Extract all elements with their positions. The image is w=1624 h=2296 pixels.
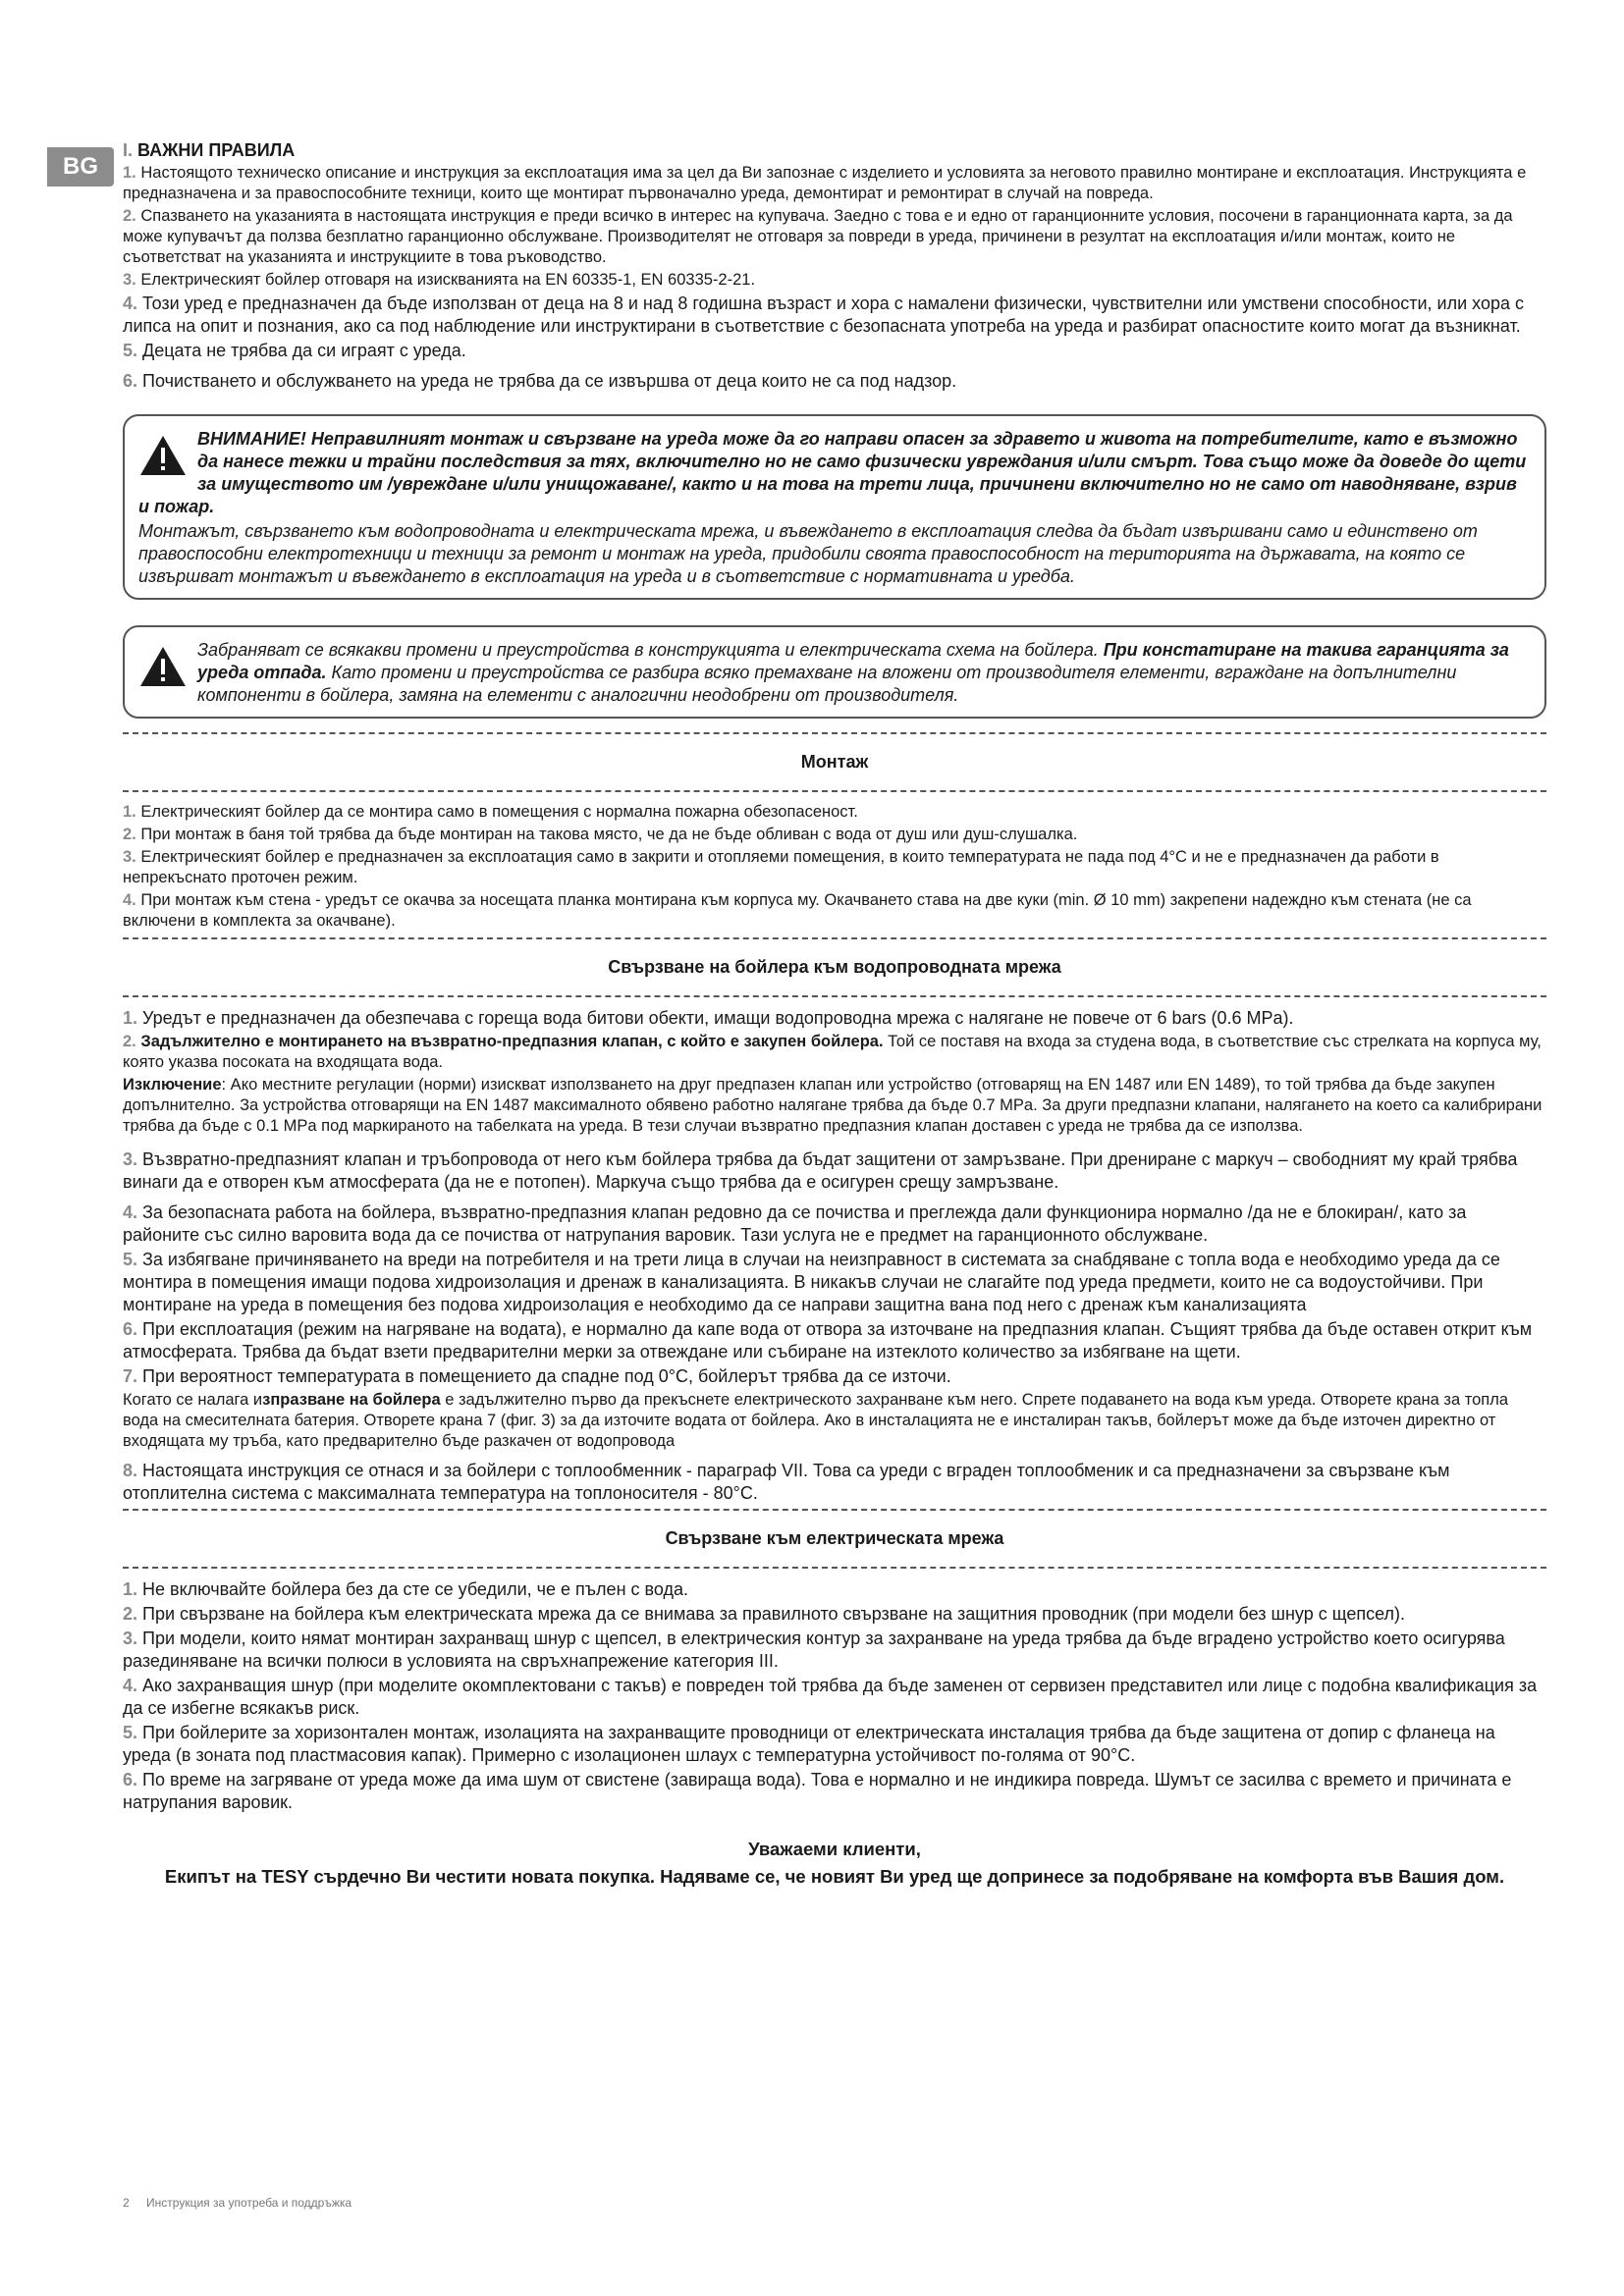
- item-number: 7.: [123, 1366, 138, 1386]
- section-title-text: ВАЖНИ ПРАВИЛА: [137, 140, 296, 160]
- item-text: Електрическият бойлер е предназначен за експлоатация само в закрити и отопляеми помещения, в които температурата не пада под 4°C и не е предназначен да работи в непрекъснато проточен режим.: [123, 848, 1439, 886]
- item-text: При модели, които нямат монтиран захранващ шнур с щепсел, в електрическия контур за захранване на уреда трябва да бъде вградено устройство което осигурява разединяване на всички полюси в условията на свръхнапрежение категория III.: [123, 1629, 1505, 1671]
- item-text: Когато се налага и: [123, 1391, 263, 1409]
- warning-box-installation: [123, 414, 1546, 600]
- list-item: [123, 825, 1546, 845]
- item-text: При експлоатация (режим на нагряване на водата), е нормално да капе вода от отвора за източване на предпазния клапан. Същият трябва да бъде оставен открит към атмосферата. Трябва да бъдат взети предварителни мерки за отвеждане или събиране на изтеклото количество за избягване на щети.: [123, 1319, 1533, 1362]
- item-number: 4.: [123, 891, 136, 909]
- list-item: [123, 890, 1546, 932]
- item-number: 8.: [123, 1461, 138, 1480]
- important-rules-list: [123, 163, 1546, 393]
- warning-triangle-icon: [138, 434, 188, 477]
- list-item: [123, 1722, 1546, 1767]
- item-text: За избягване причиняването на вреди на потребителя и на трети лица в случаи на неизправност в системата за снабдяване с топла вода е необходимо уреда да се монтира в помещения имащи подова хидроизолация и дренаж в канализацията. В никакъв случаи не слагайте под уреда предмети, които не са водоустойчиви. При монтиране на уреда в помещения без подова хидроизолация е необходимо да се направи защитна вана под него с дренаж към канализацията: [123, 1250, 1500, 1314]
- item-text: При монтаж към стена - уредът се окачва за носещата планка монтирана към корпуса му. Окачването става на две куки (min. Ø 10 mm) закрепени надеждно към стената (не са включени в комплекта за окачване).: [123, 891, 1472, 930]
- list-item: [123, 1318, 1546, 1363]
- electric-list: [123, 1578, 1546, 1814]
- item-number: 4.: [123, 294, 138, 313]
- item-number: 3.: [123, 848, 136, 866]
- warning-text-bold: ВНИМАНИЕ! Неправилният монтаж и свързване на уреда може да го направи опасен за здравето и живота на потребителите, като е възможно да нанесе тежки и трайни последствия за тях, включително но не само физически увреждания и/или смърт. Това също може да доведе до щети за имуществото им /увреждане и/или унищожаване/, както и на това на трети лица, причинени включително но не само от наводняване, взрив и пожар.: [138, 429, 1527, 516]
- list-item: [123, 270, 1546, 291]
- item-text: Електрическият бойлер да се монтира само в помещения с нормална пожарна обезопасеност.: [140, 803, 858, 821]
- exception-note: [123, 1075, 1546, 1137]
- item-number: 4.: [123, 1202, 138, 1222]
- list-item: [123, 1603, 1546, 1626]
- list-item: [123, 847, 1546, 888]
- item-text: Този уред е предназначен да бъде използван от деца на 8 и над 8 годишна възраст и хора с намалени физически, чувствителни или умствени способности, или хора с липса на опит и познания, ако са под наблюдение или инструктирани в съответствие с безопасната употреба на уреда и разбират опасностите които могат да възникнат.: [123, 294, 1524, 336]
- item-number: 5.: [123, 341, 138, 360]
- item-number: 1.: [123, 164, 136, 182]
- section-roman-numeral: I.: [123, 140, 134, 160]
- item-number: 2.: [123, 826, 136, 843]
- list-item: [123, 1365, 1546, 1388]
- warning-text-bold: При констатиране на такива гаранцията за уреда отпада.: [197, 640, 1509, 682]
- list-item: [123, 1032, 1546, 1073]
- warning-text: [138, 639, 1531, 707]
- list-item: [123, 293, 1546, 338]
- item-text: При бойлерите за хоризонтален монтаж, изолацията на захранващите проводници от електрическата инсталация трябва да бъде защитена от допир с фланеца на уреда (в зоната под пластмасовия капак). Примерно с изолационен шлаух с температурна устойчивост по-голяма от 90°C.: [123, 1723, 1495, 1765]
- item-text: Възвратно-предпазният клапан и тръбопровода от него към бойлера трябва да бъдат защитени от замръзване. При дрениране с маркуч – свободният му край трябва винаги да е отворен към атмосферата (да не е потопен). Маркуча също трябва да е осигурен срещу замръзване.: [123, 1149, 1518, 1192]
- item-text: Той се поставя на входа за студена вода, в съответствие със стрелката на корпуса му, която указва посоката на входящата вода.: [123, 1033, 1542, 1071]
- section-title-montage: Монтаж: [800, 752, 869, 772]
- item-number: 3.: [123, 1629, 138, 1648]
- list-item: [123, 1769, 1546, 1814]
- item-text-bold: зпразване на бойлера: [262, 1391, 441, 1409]
- section-title-electric: Свързване към електрическата мрежа: [665, 1528, 1004, 1548]
- exception-label: Изключение: [123, 1076, 222, 1094]
- warning-text-part: Като промени и преустройства се разбира всяко премахване на вложени от производителя елементи, вграждане на допълнителни компоненти в бойлера, замяна на елементи с аналогични неодобрени от производителя.: [197, 663, 1457, 705]
- item-number: 5.: [123, 1250, 138, 1269]
- item-text: Спазването на указанията в настоящата инструкция е преди всичко в интерес на купувача. Заедно с това е и едно от гаранционните условия, посочени в гаранционната карта, за да може купувачът да ползва безплатно гаранционно обслужване. Производителят не отговаря за повреди в уреда, причинени в резултат на експлоатация и/или монтаж, които не съответстват на указанията и инструкциите в това ръководство.: [123, 207, 1513, 266]
- item-text: Настоящата инструкция се отнася и за бойлери с топлообменник - параграф VII. Това са уреди с вграден топлообменик и са предназначени за свързване към отоплителна система с максималната температура на топлоносителя - 80°C.: [123, 1461, 1450, 1503]
- montage-list: [123, 802, 1546, 932]
- list-item: [123, 1460, 1546, 1505]
- list-item: [123, 802, 1546, 823]
- list-item: [123, 1675, 1546, 1720]
- item-text: За безопасната работа на бойлера, възвратно-предпазния клапан редовно да се почиства и преглежда дали функционира нормално /да не е блокиран/, като за районите със силно варовита вода да се почиства от натрупания варовик. Тази услуга не е предмет на гаранционното обслужване.: [123, 1202, 1467, 1245]
- item-text: : Ако местните регулации (норми) изискват използването на друг предпазен клапан или устройство (отговарящ на EN 1487 или EN 1489), то той трябва да бъде закупен допълнително. За устройства отговарящи на EN 1487 максималното обявено работно налягане трябва да бъде 0.7 MPa. За други предпазни клапани, налягането на което са калибрирани трябва да бъде с 0.1 MPa под маркираното на табелката на уреда. В тези случаи възвратно предпазния клапан доставен с уреда не трябва да се използва.: [123, 1076, 1543, 1135]
- item-number: 1.: [123, 803, 136, 821]
- item-text: Ако захранващия шнур (при моделите окомплектовани с такъв) е повреден той трябва да бъде заменен от сервизен представител или лице с подобна квалификация за да се избегне всякакъв риск.: [123, 1676, 1538, 1718]
- item-text: Децата не трябва да си играят с уреда.: [142, 341, 466, 360]
- divider: [123, 1509, 1546, 1511]
- warning-box-modifications: [123, 625, 1546, 719]
- item-number: 5.: [123, 1723, 138, 1742]
- item-number: 2.: [123, 1604, 138, 1624]
- page-number: 2: [123, 2196, 130, 2210]
- list-item: [123, 1201, 1546, 1247]
- item-number: 3.: [123, 1149, 138, 1169]
- list-item: [123, 340, 1546, 362]
- list-item: [123, 206, 1546, 268]
- closing-text: Екипът на TESY сърдечно Ви честити новата покупка. Надяваме се, че новият Ви уред ще допринесе за подобряване на комфорта във Вашия дом.: [164, 1866, 1505, 1887]
- content: [123, 140, 1546, 1891]
- water-list: [123, 1007, 1546, 1505]
- section-title-water: Свързване на бойлера към водопроводната мрежа: [608, 957, 1061, 977]
- item-text: Почистването и обслужването на уреда не трябва да се извършва от деца които не са под надзор.: [142, 371, 957, 391]
- item-number: 2.: [123, 1033, 136, 1050]
- list-item: [123, 163, 1546, 204]
- item-text: Уредът е предназначен да обезпечава с гореща вода битови обекти, имащи водопроводна мрежа с налягане не повече от 6 bars (0.6 MPa).: [142, 1008, 1294, 1028]
- warning-text-part: Забраняват се всякакви промени и преустройства в конструкцията и електрическата схема на бойлера.: [197, 640, 1104, 660]
- divider: [123, 732, 1546, 734]
- item-text-bold: Задължително е монтирането на възвратно-предпазния клапан, с който е закупен бойлера.: [140, 1033, 884, 1050]
- item-number: 6.: [123, 1319, 138, 1339]
- list-item: [123, 370, 1546, 393]
- item-text: По време на загряване от уреда може да има шум от свистене (завираща вода). Това е нормално и не индикира повреда. Шумът се засилва с времето и причината е натрупания варовик.: [123, 1770, 1512, 1812]
- item-number: 3.: [123, 271, 136, 289]
- divider: [123, 937, 1546, 939]
- item-text: При вероятност температурата в помещението да спадне под 0°C, бойлерът трябва да се източи.: [142, 1366, 951, 1386]
- language-tab: BG: [47, 147, 114, 187]
- list-item: [123, 1578, 1546, 1601]
- section-title-important-rules: [123, 140, 1546, 161]
- warning-triangle-icon: [138, 645, 188, 688]
- item-text: Не включвайте бойлера без да сте се убедили, че е пълен с вода.: [142, 1579, 689, 1599]
- item-text: При монтаж в баня той трябва да бъде монтиран на такова място, че да не бъде обливан с вода от душ или душ-слушалка.: [140, 826, 1078, 843]
- closing-greeting: Уважаеми клиенти,: [748, 1839, 921, 1859]
- item-number: 6.: [123, 1770, 138, 1789]
- page-footer: [123, 2196, 352, 2210]
- closing-message: [123, 1836, 1546, 1891]
- list-item: [123, 1249, 1546, 1316]
- item-number: 4.: [123, 1676, 138, 1695]
- item-text: Настоящото техническо описание и инструкция за експлоатация има за цел да Ви запознае с изделието и условията за неговото правилно монтиране и експлоатация. Инструкцията е предназначена и за правоспособните техници, които ще монтират първоначално уреда, демонтират и ремонтират в случай на повреда.: [123, 164, 1527, 202]
- warning-text: Монтажът, свързването към водопроводната и електрическата мрежа, и въвеждането в експлоатация следва да бъдат извършвани само и единствено от правоспособни електротехници и техници за ремонт и монтаж на уреда, придобили своята правоспособност на територията на държавата, на която се извършват монтажът и въвеждането в експлоатация на уреда и в съответствие с нормативната и уредба.: [138, 521, 1478, 586]
- list-item: [123, 1628, 1546, 1673]
- item-number: 2.: [123, 207, 136, 225]
- item-number: 6.: [123, 371, 138, 391]
- item-text: Електрическият бойлер отговаря на изискванията на EN 60335-1, EN 60335-2-21.: [140, 271, 756, 289]
- item-number: 1.: [123, 1579, 138, 1599]
- drain-note: [123, 1390, 1546, 1452]
- footer-text: Инструкция за употреба и поддръжка: [146, 2196, 352, 2210]
- list-item: [123, 1148, 1546, 1194]
- item-text: е задължително първо да прекъснете електрическото захранване към него. Спрете подаването на вода към уреда. Отворете крана за топла вода на смесителната батерия. Отворете крана 7 (фиг. 3) за да източите водата от бойлера. Ако в инсталацията не е инсталиран такъв, бойлерът може да бъде източен директно от входящата му тръба, като предварително бъде разкачен от водопровода: [123, 1391, 1509, 1450]
- item-number: 1.: [123, 1008, 138, 1028]
- item-text: При свързване на бойлера към електрическата мрежа да се внимава за правилното свързване на защитния проводник (при модели без шнур с щепсел).: [142, 1604, 1405, 1624]
- list-item: [123, 1007, 1546, 1030]
